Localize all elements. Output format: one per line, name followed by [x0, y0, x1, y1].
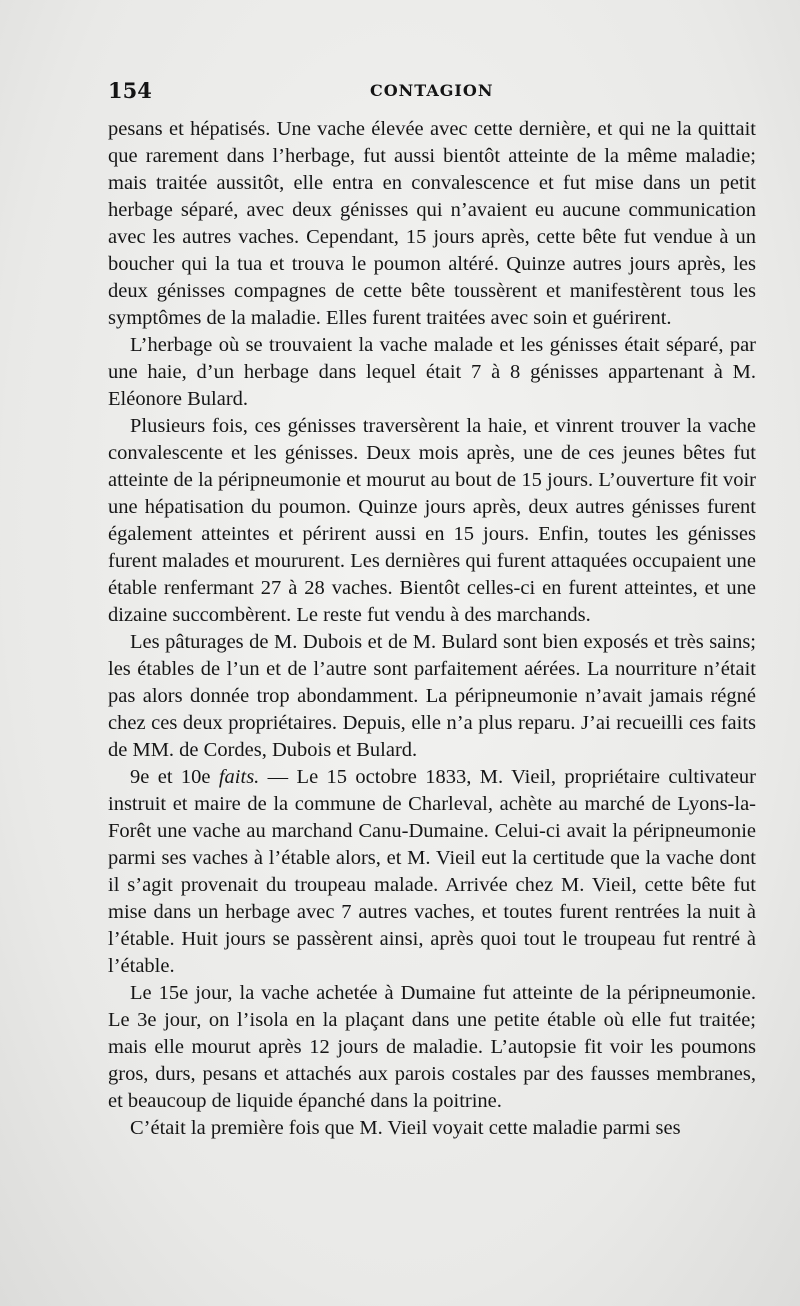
- paragraph-5: [108, 764, 756, 980]
- paragraph-3: Plusieurs fois, ces génisses traversèrent la haie, et vinrent trouver la vache convalescente et les génisses. Deux mois après, une de ces jeunes bêtes fut atteinte de la péripneumonie et mourut au bout de 15 jours. L’ouverture fit voir une hépatisation du poumon. Quinze jours après, deux autres génisses furent également atteintes et périrent aussi en 15 jours. Enfin, toutes les génisses furent malades et moururent. Les dernières qui furent attaquées occupaient une étable renfermant 27 à 28 vaches. Bientôt celles-ci en furent atteintes, et une dizaine succombèrent. Le reste fut vendu à des marchands.: [108, 415, 756, 626]
- facts-number: 9e et 10e: [130, 766, 211, 788]
- paragraph-7: C’était la première fois que M. Vieil voyait cette maladie parmi ses: [130, 1117, 681, 1139]
- page-header: [108, 78, 754, 108]
- paragraph-4: Les pâturages de M. Dubois et de M. Bulard sont bien exposés et très sains; les étables de l’un et de l’autre sont parfaitement aérées. La nourriture n’était pas alors donnée trop abondamment. La péripneumonie n’avait jamais régné chez ces deux propriétaires. Depuis, elle n’a plus reparu. J’ai recueilli ces faits de MM. de Cordes, Dubois et Bulard.: [108, 631, 756, 761]
- page-number: 154: [108, 78, 152, 103]
- running-title: CONTAGION: [370, 81, 494, 100]
- paragraph-2: L’herbage où se trouvaient la vache malade et les génisses était séparé, par une haie, d’un herbage dans lequel était 7 à 8 génisses appartenant à M. Eléonore Bulard.: [108, 334, 756, 410]
- paragraph-6: Le 15e jour, la vache achetée à Dumaine fut atteinte de la péripneumonie. Le 3e jour, on l’isola en la plaçant dans une petite étable où elle fut traitée; mais elle mourut après 12 jours de maladie. L’autopsie fit voir les poumons gros, durs, pesans et attachés aux parois costales par des fausses membranes, et beaucoup de liquide épanché dans la poitrine.: [108, 982, 756, 1112]
- facts-label: faits.: [218, 766, 260, 788]
- body-text: [108, 116, 756, 1142]
- paragraph-5-text: — Le 15 octobre 1833, M. Vieil, propriétaire cultivateur instruit et maire de la commune de Charleval, achète au marché de Lyons-la-Forêt une vache au marchand Canu-Dumaine. Celui-ci avait la péripneumonie parmi ses vaches à l’étable alors, et M. Vieil eut la certitude que la vache dont il s’agit provenait du troupeau malade. Arrivée chez M. Vieil, cette bête fut mise dans un herbage avec 7 autres vaches, et toutes furent rentrées la nuit à l’étable. Huit jours se passèrent ainsi, après quoi tout le troupeau fut rentré à l’étable.: [108, 766, 756, 977]
- paragraph-1: pesans et hépatisés. Une vache élevée avec cette dernière, et qui ne la quittait que rarement dans l’herbage, fut aussi bientôt atteinte de la même maladie; mais traitée aussitôt, elle entra en convalescence et fut mise dans un petit herbage séparé, avec deux génisses qui n’avaient eu aucune communication avec les autres vaches. Cependant, 15 jours après, cette bête fut vendue à un boucher qui la tua et trouva le poumon altéré. Quinze autres jours après, les deux génisses compagnes de cette bête toussèrent et manifestèrent tous les symptômes de la maladie. Elles furent traitées avec soin et guérirent.: [108, 118, 756, 329]
